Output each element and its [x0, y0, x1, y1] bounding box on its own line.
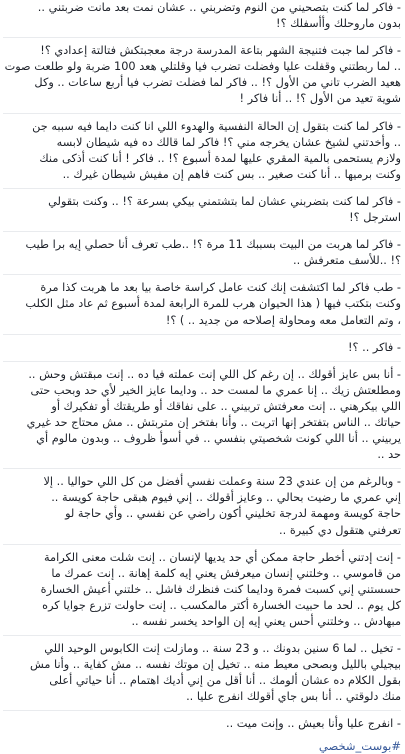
paragraph-divider [3, 274, 401, 275]
paragraph-divider [3, 37, 401, 38]
post-paragraph-2: - فاكر لما جبت فتنيجة الشهر بتاعة المدرسة درجة معجبتكش فتالتة إعدادي ؟! .. لما ربطتني وقفلت عليا وفضلت تضرب فيا وقلتلي هعد 100 ضربة ولو طلعت صوت هعيد الضرب تاني من الأول ؟! .. فاكر لما فضلت تضرب فيا أربع ساعات .. وكل شوية تعيد من الأول ؟! .. أنا فاكر ! [4, 44, 401, 106]
paragraph-divider [3, 544, 401, 545]
paragraph-divider [3, 113, 401, 114]
paragraph-divider [3, 468, 401, 469]
post-paragraph-12: - انفرج عليا وأنا بعيش .. وإنت ميت .. [226, 717, 401, 731]
post-paragraph-9: - وبالرغم من إن عندي 23 سنة وعملت نفسي أفضل من كل اللي حواليا .. إلا إني عمري ما رضيت بحالي .. وعايز أقولك .. إني فيوم هبقى حاجة كويسة .. حاجة كويسة ومهمة لدرجة تخليني أكون راضي عن نفسي .. وأي حاجة لو تعرفني هتقول دي كبيرة .. [43, 475, 401, 537]
paragraph-divider [3, 334, 401, 335]
post-paragraph-7: - فاكر .. ؟! [347, 340, 401, 354]
post-paragraph-6: - طب فاكر لما اكتشفت إنك كنت عامل كراسة خاصة بيا بعد ما هربت كذا مرة وكنت بتكتب فيها ( هذا الحيوان هرب للمرة الرابعة لمدة أسبوع ثم عاد مثل الكلب ، وتم التعامل معه ومحاولة إصلاحه من جديد .. ) ؟! [25, 281, 401, 327]
paragraph-divider [3, 361, 401, 362]
paragraph-divider [3, 231, 401, 232]
post-paragraph-10: - إنت إدتني أخطر حاجة ممكن أي حد يديها لإنسان .. إنت شلت معنى الكرامة من قاموسي .. وخلتني إنسان ميعرفش يعني إيه كلمة إهانة .. إنت عمرك ما حسستني إني كسبت فمرة ودايما كنت فنظرك فاشل .. خلتني أعيش الخسارة كل يوم .. لحد ما حبيت الخسارة أكتر مالمكسب .. إنت حاولت تزرع جوايا كره مبهادش .. وخلتني أحس يعني إيه إن الواحد يخسر نفسه .. [40, 550, 401, 628]
post-paragraph-3: - فاكر لما كنت بتقول إن الحالة النفسية والهدوء اللي انا كنت دايما فيه سببه جن .. وأخدتني لشيخ عشان يخرجه مني ؟! فاكر لما قالك ده فيه شيطان لابسه ولازم يستحمى بالمية المقري عليها لمدة أسبوع ؟! .. فاكر ! أنا كنت أذكى منك وكنت برميها .. أنا كنت صغير .. بس كنت فاهم إن مفيش شيطان غيرك .. [32, 119, 401, 181]
paragraph-divider [3, 188, 401, 189]
paragraph-divider [3, 710, 401, 711]
post-paragraph-5: - فاكر لما هربت من البيت بسببك 11 مرة ؟! ..طب تعرف أنا حصلي إيه برا طيب ؟! ..للأسف متعرفش .. [25, 238, 401, 268]
post-paragraph-4: - فاكر لما كنت بتضربني عشان لما بتشتمني بيكي بسرعة ؟! .. وكنت بتقولي استرجل ؟! [48, 194, 401, 225]
post-paragraph-11: - تخيل .. لما 6 سنين بدونك .. و 23 سنة .. ومازلت إنت الكابوس الوحيد اللي بيجيلي بالليل وبصحى معيط منه .. تخيل إن موتك نفسه .. مش كفاية .. وأنا مش بقول الكلام ده عشان ألومك .. أنا أقل من إني أديك اهتمام .. أنا حياتي أعلى منك دلوقتي .. أنا بس جاي أقولك انفرج عليا .. [29, 642, 401, 704]
paragraph-divider [3, 635, 401, 636]
hashtag-link[interactable]: #بوست_شخصي [318, 738, 401, 753]
post-paragraph-8: - أنا بس عايز أقولك .. إن رغم كل اللي إنت عملته فيا ده .. إنت مبقتش وحش .. ومطلعتش زيك .. إنا عمري ما لمست حد .. ودايما عايز الخير لأي حد وبحب حتى اللي بيكرهني .. إنت معرفتش تربيني .. على نفاقك أو طريقتك أو تفكيرك أو حياتك .. الناس بتفتخر إنها اتربت .. وأنا بفتخر إن متربتش .. مش محتاج حد غيري يربيني .. أنا اللي كونت شخصيتي بنفسي .. في أسوأ ظروف .. وبدون مالوم أي حد .. [26, 367, 401, 462]
post-paragraph-1: - فاكر لما كنت بتصحيني من النوم وتضربني .. عشان نمت بعد مانت ضربتني .. بدون ماروحلك وأأسفلك ؟! [37, 1, 401, 31]
